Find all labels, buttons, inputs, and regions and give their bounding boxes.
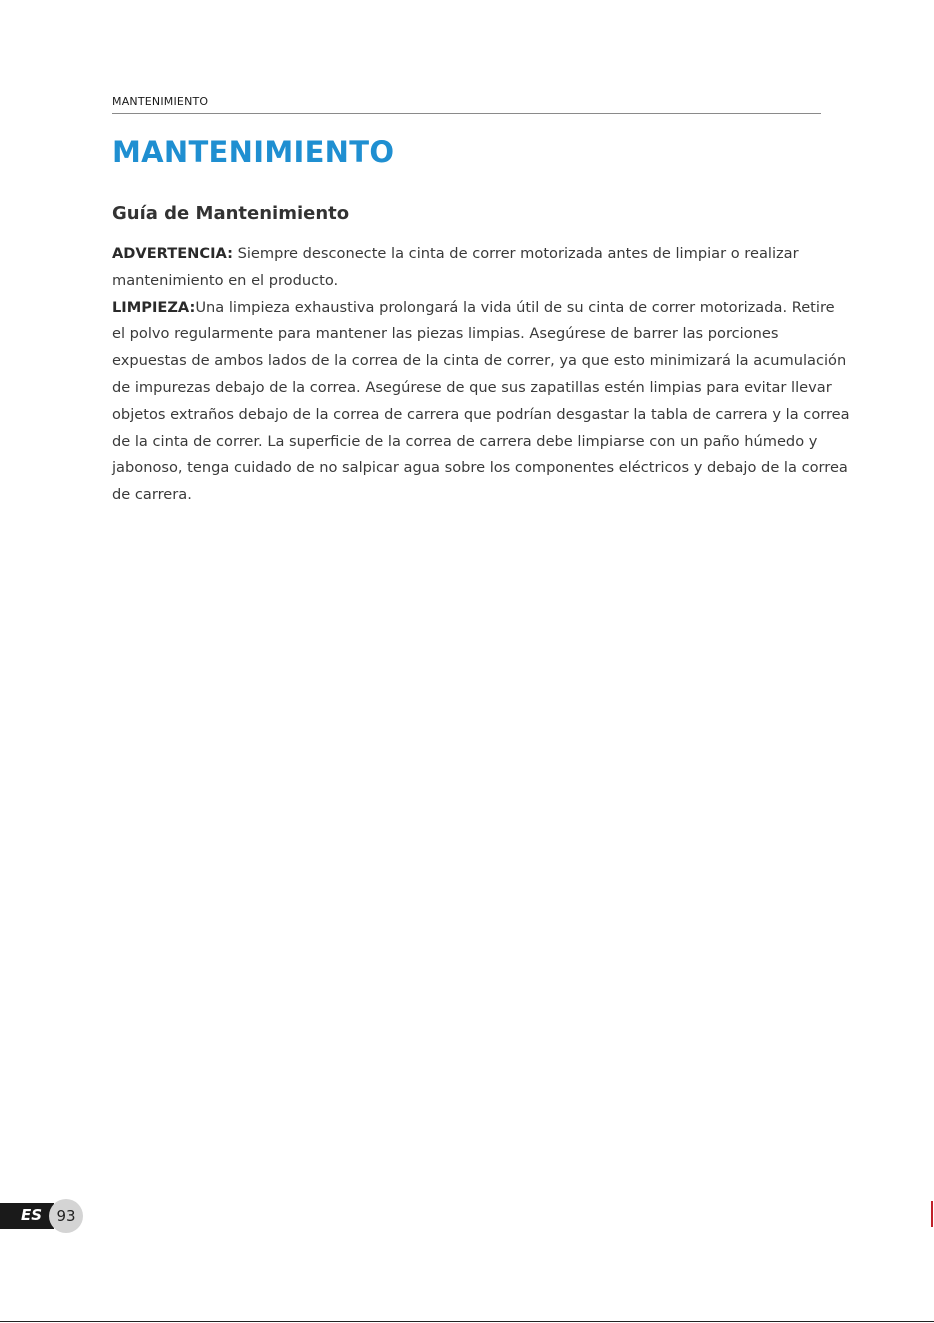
footer-language-label: ES <box>21 1206 43 1224</box>
running-header: MANTENIMIENTO <box>112 95 209 108</box>
cleaning-label: LIMPIEZA: <box>112 298 196 316</box>
cleaning-text: Una limpieza exhaustiva prolongará la vida útil de su cinta de correr motorizada. Retire el polvo regularmente para mantener las piezas limpias. Asegúrese de barrer las porciones expuestas de ambos lados de la correa de la cinta de correr, ya que esto minimizará la acumulación de impurezas debajo de la correa. Asegúrese de que sus zapatillas estén limpias para evitar llevar objetos extraños debajo de la correa de carrera que podrían desgastar la tabla de carrera y la correa de la cinta de correr. La superficie de la correa de carrera debe limpiarse con un paño húmedo y jabonoso, tenga cuidado de no salpicar agua sobre los componentes eléctricos y debajo de la correa de carrera. <box>112 298 850 504</box>
header-divider <box>112 113 821 114</box>
warning-label: ADVERTENCIA: <box>112 245 233 262</box>
warning-text: Siempre desconecte la cinta de correr motorizada antes de limpiar o realizar mantenimiento en el producto. <box>112 245 799 289</box>
cleaning-paragraph <box>112 295 852 509</box>
warning-paragraph <box>112 241 852 295</box>
page-number-badge: 93 <box>49 1199 83 1233</box>
section-heading: Guía de Mantenimiento <box>112 203 350 224</box>
page-title: MANTENIMIENTO <box>112 135 395 169</box>
edge-marker <box>931 1201 933 1227</box>
body-text <box>112 241 852 509</box>
bottom-rule <box>0 1321 934 1322</box>
